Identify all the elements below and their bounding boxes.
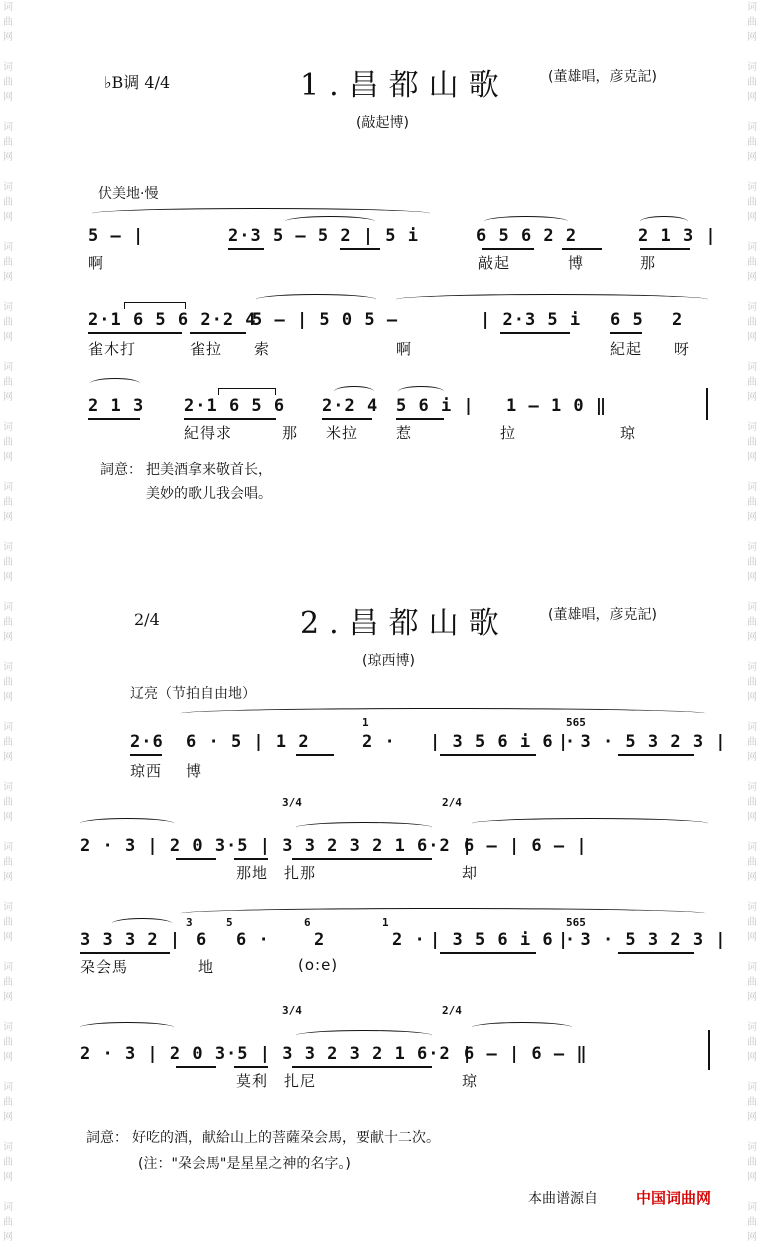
watermark-text: 词 曲 网 xyxy=(3,242,13,283)
lyric: 扎尼 xyxy=(284,1072,317,1090)
lyric: (o:e) xyxy=(298,956,339,974)
watermark-text: 词 曲 网 xyxy=(747,542,757,583)
tie-slur xyxy=(334,386,374,397)
watermark-text: 词 曲 网 xyxy=(747,1022,757,1063)
tie-slur xyxy=(398,386,444,397)
lyric: 博 xyxy=(568,254,585,272)
lyric: 惹 xyxy=(396,424,413,442)
song1-row2-seg4: 6 5 xyxy=(610,310,644,330)
watermark-text: 词 曲 网 xyxy=(3,362,13,403)
lyric: 却 xyxy=(462,864,479,882)
beam xyxy=(482,248,534,250)
grace-note: 5 xyxy=(226,916,233,929)
watermark-text: 词 曲 网 xyxy=(3,542,13,583)
lyric: 啊 xyxy=(396,340,413,358)
beam xyxy=(610,332,642,334)
song1-row1-seg4: 2 1 3 | xyxy=(638,226,717,246)
beam xyxy=(176,858,216,860)
watermark-text: 词 曲 网 xyxy=(3,62,13,103)
song2-row3-seg6: | 3 5 6 i 6 · xyxy=(430,930,577,950)
left-watermark xyxy=(0,0,16,1243)
song1-row1-seg1: 5 — | xyxy=(88,226,145,246)
watermark-text: 词 曲 网 xyxy=(747,122,757,163)
lyric: 朶会馬 xyxy=(80,958,129,976)
phrase-slur xyxy=(80,818,174,829)
lyric: 紀得求 xyxy=(184,424,233,442)
song1-row3-seg5: 1 — 1 0 ‖ xyxy=(506,396,608,416)
song2-row4-seg2: 6 — | 6 — ‖ xyxy=(464,1044,588,1064)
watermark-text: 词 曲 网 xyxy=(3,482,13,523)
song2-row2-seg1: 2 · 3 | 2 0 3·5 | 3 3 2 3 2 1 6·2 | xyxy=(80,836,474,856)
song2-note: (注："朶会馬"是星星之神的名字。) xyxy=(138,1156,351,1172)
lyric: 啊 xyxy=(88,254,105,272)
lyric: 米拉 xyxy=(326,424,359,442)
beam xyxy=(340,248,380,250)
song2-row3-seg7: | 3 · 5 3 2 3 | xyxy=(558,930,727,950)
song2-subtitle: (琼西博) xyxy=(362,653,415,669)
lyric: 敲起 xyxy=(478,254,511,272)
grace-note: 1 xyxy=(382,916,389,929)
watermark-text: 词 曲 网 xyxy=(747,482,757,523)
beam xyxy=(88,332,182,334)
watermark-text: 词 曲 网 xyxy=(3,902,13,943)
watermark-text: 词 曲 网 xyxy=(747,362,757,403)
song2-row3-seg5: 2 · xyxy=(392,930,426,950)
lyric: 琼西 xyxy=(130,762,163,780)
beam xyxy=(640,248,690,250)
watermark-text: 词 曲 网 xyxy=(747,302,757,343)
watermark-text: 词 曲 网 xyxy=(747,2,757,43)
tie-slur xyxy=(640,216,688,227)
right-watermark xyxy=(744,0,760,1243)
song1-row2-seg5: 2 xyxy=(672,310,684,330)
phrase-slur xyxy=(180,908,706,919)
beam xyxy=(190,332,246,334)
watermark-text: 词 曲 网 xyxy=(747,62,757,103)
beam xyxy=(440,952,536,954)
watermark-text: 词 曲 网 xyxy=(3,842,13,883)
watermark-text: 词 曲 网 xyxy=(3,962,13,1003)
beam xyxy=(322,418,372,420)
watermark-text: 词 曲 网 xyxy=(3,302,13,343)
song1-row3-seg2: 2·1 6 5 6 xyxy=(184,396,286,416)
beam xyxy=(618,754,694,756)
watermark-text: 词 曲 网 xyxy=(3,122,13,163)
song2-credit: (董雄唱，彦克記) xyxy=(548,607,657,623)
song2-row1-seg3: 2 · xyxy=(362,732,396,752)
watermark-text: 词 曲 网 xyxy=(747,902,757,943)
lyric: 琼 xyxy=(462,1072,479,1090)
song1-key: ♭B调 4/4 xyxy=(104,73,171,92)
song2-row3-seg1: 3 3 3 2 | xyxy=(80,930,182,950)
song2-meaning-label: 詞意： xyxy=(86,1130,128,1146)
watermark-text: 词 曲 网 xyxy=(3,1142,13,1183)
watermark-text: 词 曲 网 xyxy=(747,782,757,823)
grace-note: 3 xyxy=(186,916,193,929)
beam xyxy=(234,858,268,860)
song2-row1-seg1: 2·6 xyxy=(130,732,164,752)
lyric: 博 xyxy=(186,762,203,780)
watermark-text: 词 曲 网 xyxy=(3,1202,13,1243)
site-link[interactable]: 中国词曲网 xyxy=(636,1189,712,1207)
phrase-slur xyxy=(396,294,708,305)
song2-row3-seg3: 6 · xyxy=(236,930,270,950)
song2-tempo: 辽亮（节拍自由地） xyxy=(130,686,256,702)
song1-row1-seg3: 6 5 6 2 2 xyxy=(476,226,578,246)
phrase-slur xyxy=(472,818,708,829)
watermark-text: 词 曲 网 xyxy=(747,842,757,883)
grace-note: 565 xyxy=(566,916,586,929)
lyric: 呀 xyxy=(674,340,691,358)
final-barline xyxy=(708,1030,710,1070)
phrase-slur xyxy=(80,1022,174,1033)
watermark-text: 词 曲 网 xyxy=(747,602,757,643)
lyric: 索 xyxy=(254,340,271,358)
watermark-text: 词 曲 网 xyxy=(3,1082,13,1123)
meter-change: 3/4 xyxy=(282,796,302,809)
beam xyxy=(80,952,170,954)
lyric: 琼 xyxy=(620,424,637,442)
song2-row1-seg2: 6 · 5 | 1 2 xyxy=(186,732,310,752)
beam xyxy=(228,248,264,250)
lyric: 扎那 xyxy=(284,864,317,882)
song1-row2-seg1: 2·1 6 5 6 2·2 4 xyxy=(88,310,257,330)
grace-note: 1 xyxy=(362,716,369,729)
watermark-text: 词 曲 网 xyxy=(3,422,13,463)
lyric: 地 xyxy=(198,958,215,976)
beam xyxy=(292,1066,432,1068)
song1-row1-seg2: 2·3 5 — 5 2 | 5 i xyxy=(228,226,419,246)
beam xyxy=(296,754,334,756)
beam xyxy=(130,754,162,756)
watermark-text: 词 曲 网 xyxy=(3,182,13,223)
phrase-slur xyxy=(92,208,430,219)
lyric: 拉 xyxy=(500,424,517,442)
song1-subtitle: (敲起博) xyxy=(356,115,409,131)
watermark-text: 词 曲 网 xyxy=(747,1202,757,1243)
watermark-text: 词 曲 网 xyxy=(747,182,757,223)
watermark-text: 词 曲 网 xyxy=(747,1082,757,1123)
song1-row2-seg2: 5 — | 5 0 5 — xyxy=(252,310,399,330)
song2-key: 2/4 xyxy=(134,610,160,629)
song2-row1-seg4: | 3 5 6 i 6 · xyxy=(430,732,577,752)
beam xyxy=(88,418,140,420)
song2-row1-seg5: | 3 · 5 3 2 3 | xyxy=(558,732,727,752)
lyric: 雀拉 xyxy=(190,340,223,358)
phrase-slur xyxy=(296,1030,432,1041)
lyric: 那 xyxy=(640,254,657,272)
beam xyxy=(184,418,276,420)
watermark-text: 词 曲 网 xyxy=(747,962,757,1003)
song1-row3-seg4: 5 6 i | xyxy=(396,396,475,416)
tie-slur xyxy=(90,378,140,389)
song1-meaning-line1: 把美酒拿来敬首长， xyxy=(146,462,272,478)
tie-slur xyxy=(285,216,375,227)
song1-row3-seg3: 2·2 4 xyxy=(322,396,379,416)
watermark-text: 词 曲 网 xyxy=(747,1142,757,1183)
song2-meaning: 好吃的酒，献給山上的菩薩朶会馬，要献十二次。 xyxy=(132,1130,440,1146)
beam xyxy=(396,418,444,420)
triplet-bracket xyxy=(124,302,186,309)
lyric: 那地 xyxy=(236,864,269,882)
beam xyxy=(176,1066,216,1068)
source-label: 本曲谱源自 xyxy=(528,1191,598,1207)
song1-meaning-line2: 美妙的歌儿我会唱。 xyxy=(146,486,272,502)
meter-change: 3/4 xyxy=(282,1004,302,1017)
song1-tempo: 伏美地·慢 xyxy=(98,186,159,202)
song1-title: 1.昌都山歌 xyxy=(300,68,509,103)
beam xyxy=(618,952,694,954)
tie-slur xyxy=(484,216,568,227)
watermark-text: 词 曲 网 xyxy=(3,662,13,703)
lyric: 莫利 xyxy=(236,1072,269,1090)
watermark-text: 词 曲 网 xyxy=(3,1022,13,1063)
triplet-bracket xyxy=(218,388,276,395)
watermark-text: 词 曲 网 xyxy=(3,722,13,763)
watermark-text: 词 曲 网 xyxy=(3,2,13,43)
song2-row3-seg4: 2 xyxy=(314,930,326,950)
song2-title: 2.昌都山歌 xyxy=(300,606,509,641)
phrase-slur xyxy=(472,1022,572,1033)
watermark-text: 词 曲 网 xyxy=(747,662,757,703)
meter-change: 2/4 xyxy=(442,1004,462,1017)
song2-row3-seg2: 6 xyxy=(196,930,208,950)
beam xyxy=(234,1066,268,1068)
phrase-slur xyxy=(180,708,706,719)
beam xyxy=(500,332,570,334)
grace-note: 6 xyxy=(304,916,311,929)
watermark-text: 词 曲 网 xyxy=(3,602,13,643)
song1-credit: (董雄唱，彦克記) xyxy=(548,69,657,85)
tie-slur xyxy=(112,918,172,929)
watermark-text: 词 曲 网 xyxy=(747,242,757,283)
final-barline xyxy=(706,388,708,420)
lyric: 紀起 xyxy=(610,340,643,358)
song1-row3-seg1: 2 1 3 xyxy=(88,396,145,416)
grace-note: 565 xyxy=(566,716,586,729)
watermark-text: 词 曲 网 xyxy=(747,422,757,463)
lyric: 雀木打 xyxy=(88,340,137,358)
lyric: 那 xyxy=(282,424,299,442)
beam xyxy=(562,248,602,250)
beam xyxy=(440,754,536,756)
watermark-text: 词 曲 网 xyxy=(3,782,13,823)
watermark-text: 词 曲 网 xyxy=(747,722,757,763)
song2-row4-seg1: 2 · 3 | 2 0 3·5 | 3 3 2 3 2 1 6·2 | xyxy=(80,1044,474,1064)
song1-row2-seg3: | 2·3 5 i xyxy=(480,310,582,330)
phrase-slur xyxy=(296,822,432,833)
meter-change: 2/4 xyxy=(442,796,462,809)
phrase-slur xyxy=(256,294,376,305)
beam xyxy=(292,858,432,860)
song1-meaning-label: 詞意： xyxy=(100,462,142,478)
song2-row2-seg2: 6 — | 6 — | xyxy=(464,836,588,856)
